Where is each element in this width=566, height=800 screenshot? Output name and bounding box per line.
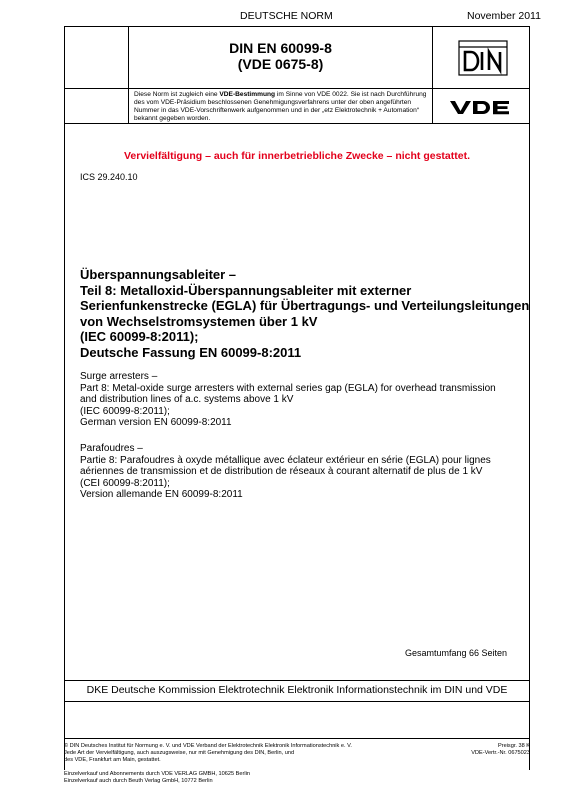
french-title-line: Version allemande EN 60099-8:2011 (80, 489, 243, 500)
english-title-line: and distribution lines of a.c. systems above 1 kV (80, 394, 294, 405)
divider (64, 680, 530, 681)
english-title-line: (IEC 60099-8:2011); (80, 405, 170, 417)
german-title (80, 267, 530, 360)
french-title-line: aériennes de transmission et de distribution de réseaux à courant alternatif de plus de 1 kV (80, 466, 483, 477)
french-title (80, 443, 520, 501)
document-number-block (129, 40, 432, 72)
notice-emphasis: VDE-Bestimmung (219, 91, 276, 98)
english-title-line: Part 8: Metal-oxide surge arresters with external series gap (EGLA) for overhead transmission (80, 382, 496, 394)
divider (64, 701, 530, 702)
sales-line: Einzelverkauf und Abonnements durch VDE VERLAG GMBH, 10625 Berlin (64, 771, 250, 777)
vde-notice (134, 91, 428, 123)
norm-type-label: DEUTSCHE NORM (240, 10, 333, 22)
notice-text: im Sinne von VDE 0022. Sie ist nach Durchführung des vom VDE-Präsidium beschlossenen Genehmigungsverfahrens unter der oben angeführten Nummer in das VDE-Vorschriftenwerk aufgenommen und in der „etz Elektrotechnik + Automation“ bekannt gegeben worden. (134, 91, 427, 122)
copy-warning: Vervielfältigung – auch für innerbetriebliche Zwecke – nicht gestattet. (123, 150, 470, 162)
sales-info (64, 771, 364, 785)
document-number: DIN EN 60099-8 (229, 40, 332, 56)
total-pages: Gesamtumfang 66 Seiten (405, 648, 508, 658)
vde-distribution-number: VDE-Vertr.-Nr. 0675023 (471, 749, 530, 756)
copyright-line: Jede Art der Vervielfältigung, auch auszugsweise, nur mit Genehmigung des DIN, Berlin, und (64, 749, 295, 756)
french-title-line: Partie 8: Parafoudres à oxyde métallique avec éclateur extérieur en série (EGLA) pour lignes (80, 454, 491, 466)
german-title-line: Teil 8: Metalloxid-Überspannungsableiter mit externer (80, 282, 412, 298)
din-logo (458, 40, 508, 76)
english-title (80, 371, 520, 429)
copyright-line: des VDE, Frankfurt am Main, gestattet. (64, 756, 161, 763)
vde-number: (VDE 0675-8) (237, 56, 324, 72)
divider (64, 738, 530, 739)
copyright-line: © DIN Deutsches Institut für Normung e. V. und VDE Verband der Elektrotechnik Elektronik Informationstechnik e. V. (64, 743, 352, 749)
english-title-line: Surge arresters – (80, 371, 158, 382)
notice-text: Diese Norm ist zugleich eine (134, 91, 220, 98)
french-title-line: (CEI 60099-8:2011); (80, 477, 170, 489)
english-title-line: German version EN 60099-8:2011 (80, 417, 232, 428)
ics-code: ICS 29.240.10 (80, 172, 138, 182)
vde-logo (449, 100, 517, 115)
german-title-line: Serienfunkenstrecke (EGLA) für Übertragungs- und Verteilungsleitungen (80, 298, 530, 313)
price-group: Preisgr. 38 K (497, 743, 530, 749)
german-title-line: (IEC 60099-8:2011); (80, 329, 199, 344)
german-title-line: Deutsche Fassung EN 60099-8:2011 (80, 344, 302, 360)
french-title-line: Parafoudres – (80, 443, 143, 454)
divider (64, 123, 530, 124)
copyright-notice (64, 743, 424, 763)
sales-line: Einzelverkauf auch durch Beuth Verlag GmbH, 10772 Berlin (64, 778, 213, 784)
divider (432, 26, 433, 123)
dke-committee: DKE Deutsche Kommission Elektrotechnik Elektronik Informationstechnik im DIN und VDE (86, 684, 508, 696)
publication-date: November 2011 (467, 10, 541, 22)
price-info (470, 743, 530, 757)
german-title-line: von Wechselstromsystemen über 1 kV (80, 313, 318, 329)
german-title-line: Überspannungsableiter – (80, 267, 237, 282)
